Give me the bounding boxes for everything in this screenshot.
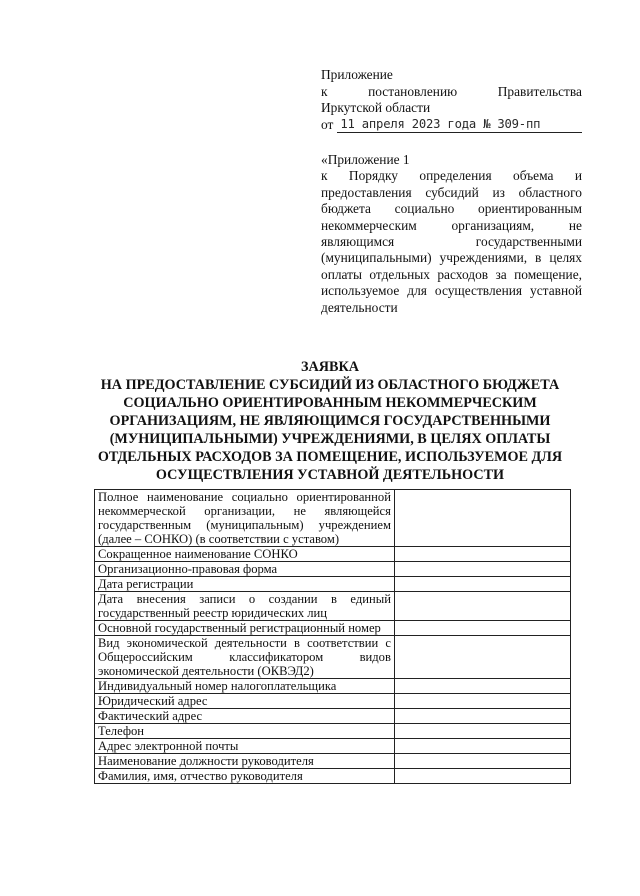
field-label-phone: Телефон	[95, 724, 395, 739]
resolution-date-number: 11 апреля 2023 года № 309-пп	[337, 117, 582, 133]
table-row	[95, 592, 571, 621]
field-label-full-name: Полное наименование социально ориентированной некоммерческой организации, не являющейся государственным (муниципальным) учреждением (далее – СОНКО) (в соответствии с уставом)	[95, 490, 395, 547]
field-label-inn: Индивидуальный номер налогоплательщика	[95, 679, 395, 694]
table-row	[95, 724, 571, 739]
field-label-egrul-date: Дата внесения записи о создании в единый государственный реестр юридических лиц	[95, 592, 395, 621]
header-word-government: Правительства	[497, 83, 582, 99]
field-value-legal-form[interactable]	[394, 562, 570, 577]
title-line: СОЦИАЛЬНО ОРИЕНТИРОВАННЫМ НЕКОММЕРЧЕСКИМ	[123, 395, 537, 411]
field-value-phone[interactable]	[394, 724, 570, 739]
table-row	[95, 577, 571, 592]
field-value-email[interactable]	[394, 739, 570, 754]
field-label-legal-address: Юридический адрес	[95, 694, 395, 709]
field-value-egrul-date[interactable]	[394, 592, 570, 621]
header-word-resolution: постановлению	[368, 83, 458, 99]
field-value-short-name[interactable]	[394, 547, 570, 562]
application-form-table	[94, 489, 571, 784]
field-label-head-name: Фамилия, имя, отчество руководителя	[95, 769, 395, 784]
field-value-full-name[interactable]	[394, 490, 570, 547]
application-title	[80, 358, 580, 484]
field-label-actual-address: Фактический адрес	[95, 709, 395, 724]
field-label-legal-form: Организационно-правовая форма	[95, 562, 395, 577]
table-row	[95, 490, 571, 547]
field-label-okved: Вид экономической деятельности в соответствии с Общероссийским классификатором видов экономической деятельности (ОКВЭД2)	[95, 636, 395, 679]
table-row	[95, 694, 571, 709]
field-label-ogrn: Основной государственный регистрационный номер	[95, 621, 395, 636]
table-row	[95, 739, 571, 754]
attachment-reference	[321, 152, 582, 316]
title-line: ОСУЩЕСТВЛЕНИЯ УСТАВНОЙ ДЕЯТЕЛЬНОСТИ	[155, 467, 505, 483]
header-word-k: к	[321, 83, 328, 99]
field-value-registration-date[interactable]	[394, 577, 570, 592]
table-row	[95, 547, 571, 562]
field-label-registration-date: Дата регистрации	[95, 577, 395, 592]
header-line-appendix: Приложение	[321, 67, 393, 82]
table-row	[95, 621, 571, 636]
field-label-email: Адрес электронной почты	[95, 739, 395, 754]
date-prefix: от	[321, 116, 334, 132]
title-line: ОРГАНИЗАЦИЯМ, НЕ ЯВЛЯЮЩИМСЯ ГОСУДАРСТВЕННЫМИ	[109, 413, 551, 429]
header-line-date	[321, 117, 582, 134]
title-line: НА ПРЕДОСТАВЛЕНИЕ СУБСИДИЙ ИЗ ОБЛАСТНОГО БЮДЖЕТА	[100, 377, 560, 393]
field-value-head-name[interactable]	[394, 769, 570, 784]
field-value-actual-address[interactable]	[394, 709, 570, 724]
title-line: (МУНИЦИПАЛЬНЫМИ) УЧРЕЖДЕНИЯМИ, В ЦЕЛЯХ ОПЛАТЫ	[109, 431, 551, 447]
title-line: ОТДЕЛЬНЫХ РАСХОДОВ ЗА ПОМЕЩЕНИЕ, ИСПОЛЬЗУЕМОЕ ДЛЯ	[97, 449, 563, 465]
field-value-inn[interactable]	[394, 679, 570, 694]
table-row	[95, 679, 571, 694]
table-row	[95, 769, 571, 784]
table-row	[95, 709, 571, 724]
table-row	[95, 562, 571, 577]
header-line-region: Иркутской области	[321, 100, 431, 115]
field-value-ogrn[interactable]	[394, 621, 570, 636]
title-line: ЗАЯВКА	[301, 359, 359, 375]
resolution-header	[321, 67, 582, 133]
attachment-title: «Приложение 1	[321, 152, 410, 167]
field-value-head-position[interactable]	[394, 754, 570, 769]
field-value-legal-address[interactable]	[394, 694, 570, 709]
field-label-short-name: Сокращенное наименование СОНКО	[95, 547, 395, 562]
attachment-text: к Порядку определения объема и предоставления субсидий из областного бюджета социально ориентированным некоммерческим организациям, не являющимся государственными (муниципальными) учреждениями, в целях оплаты отдельных расходов за помещение, используемое для осуществления уставной деятельности	[321, 168, 582, 315]
field-label-head-position: Наименование должности руководителя	[95, 754, 395, 769]
header-line-resolution	[321, 84, 582, 101]
table-row	[95, 754, 571, 769]
table-row	[95, 636, 571, 679]
field-value-okved[interactable]	[394, 636, 570, 679]
